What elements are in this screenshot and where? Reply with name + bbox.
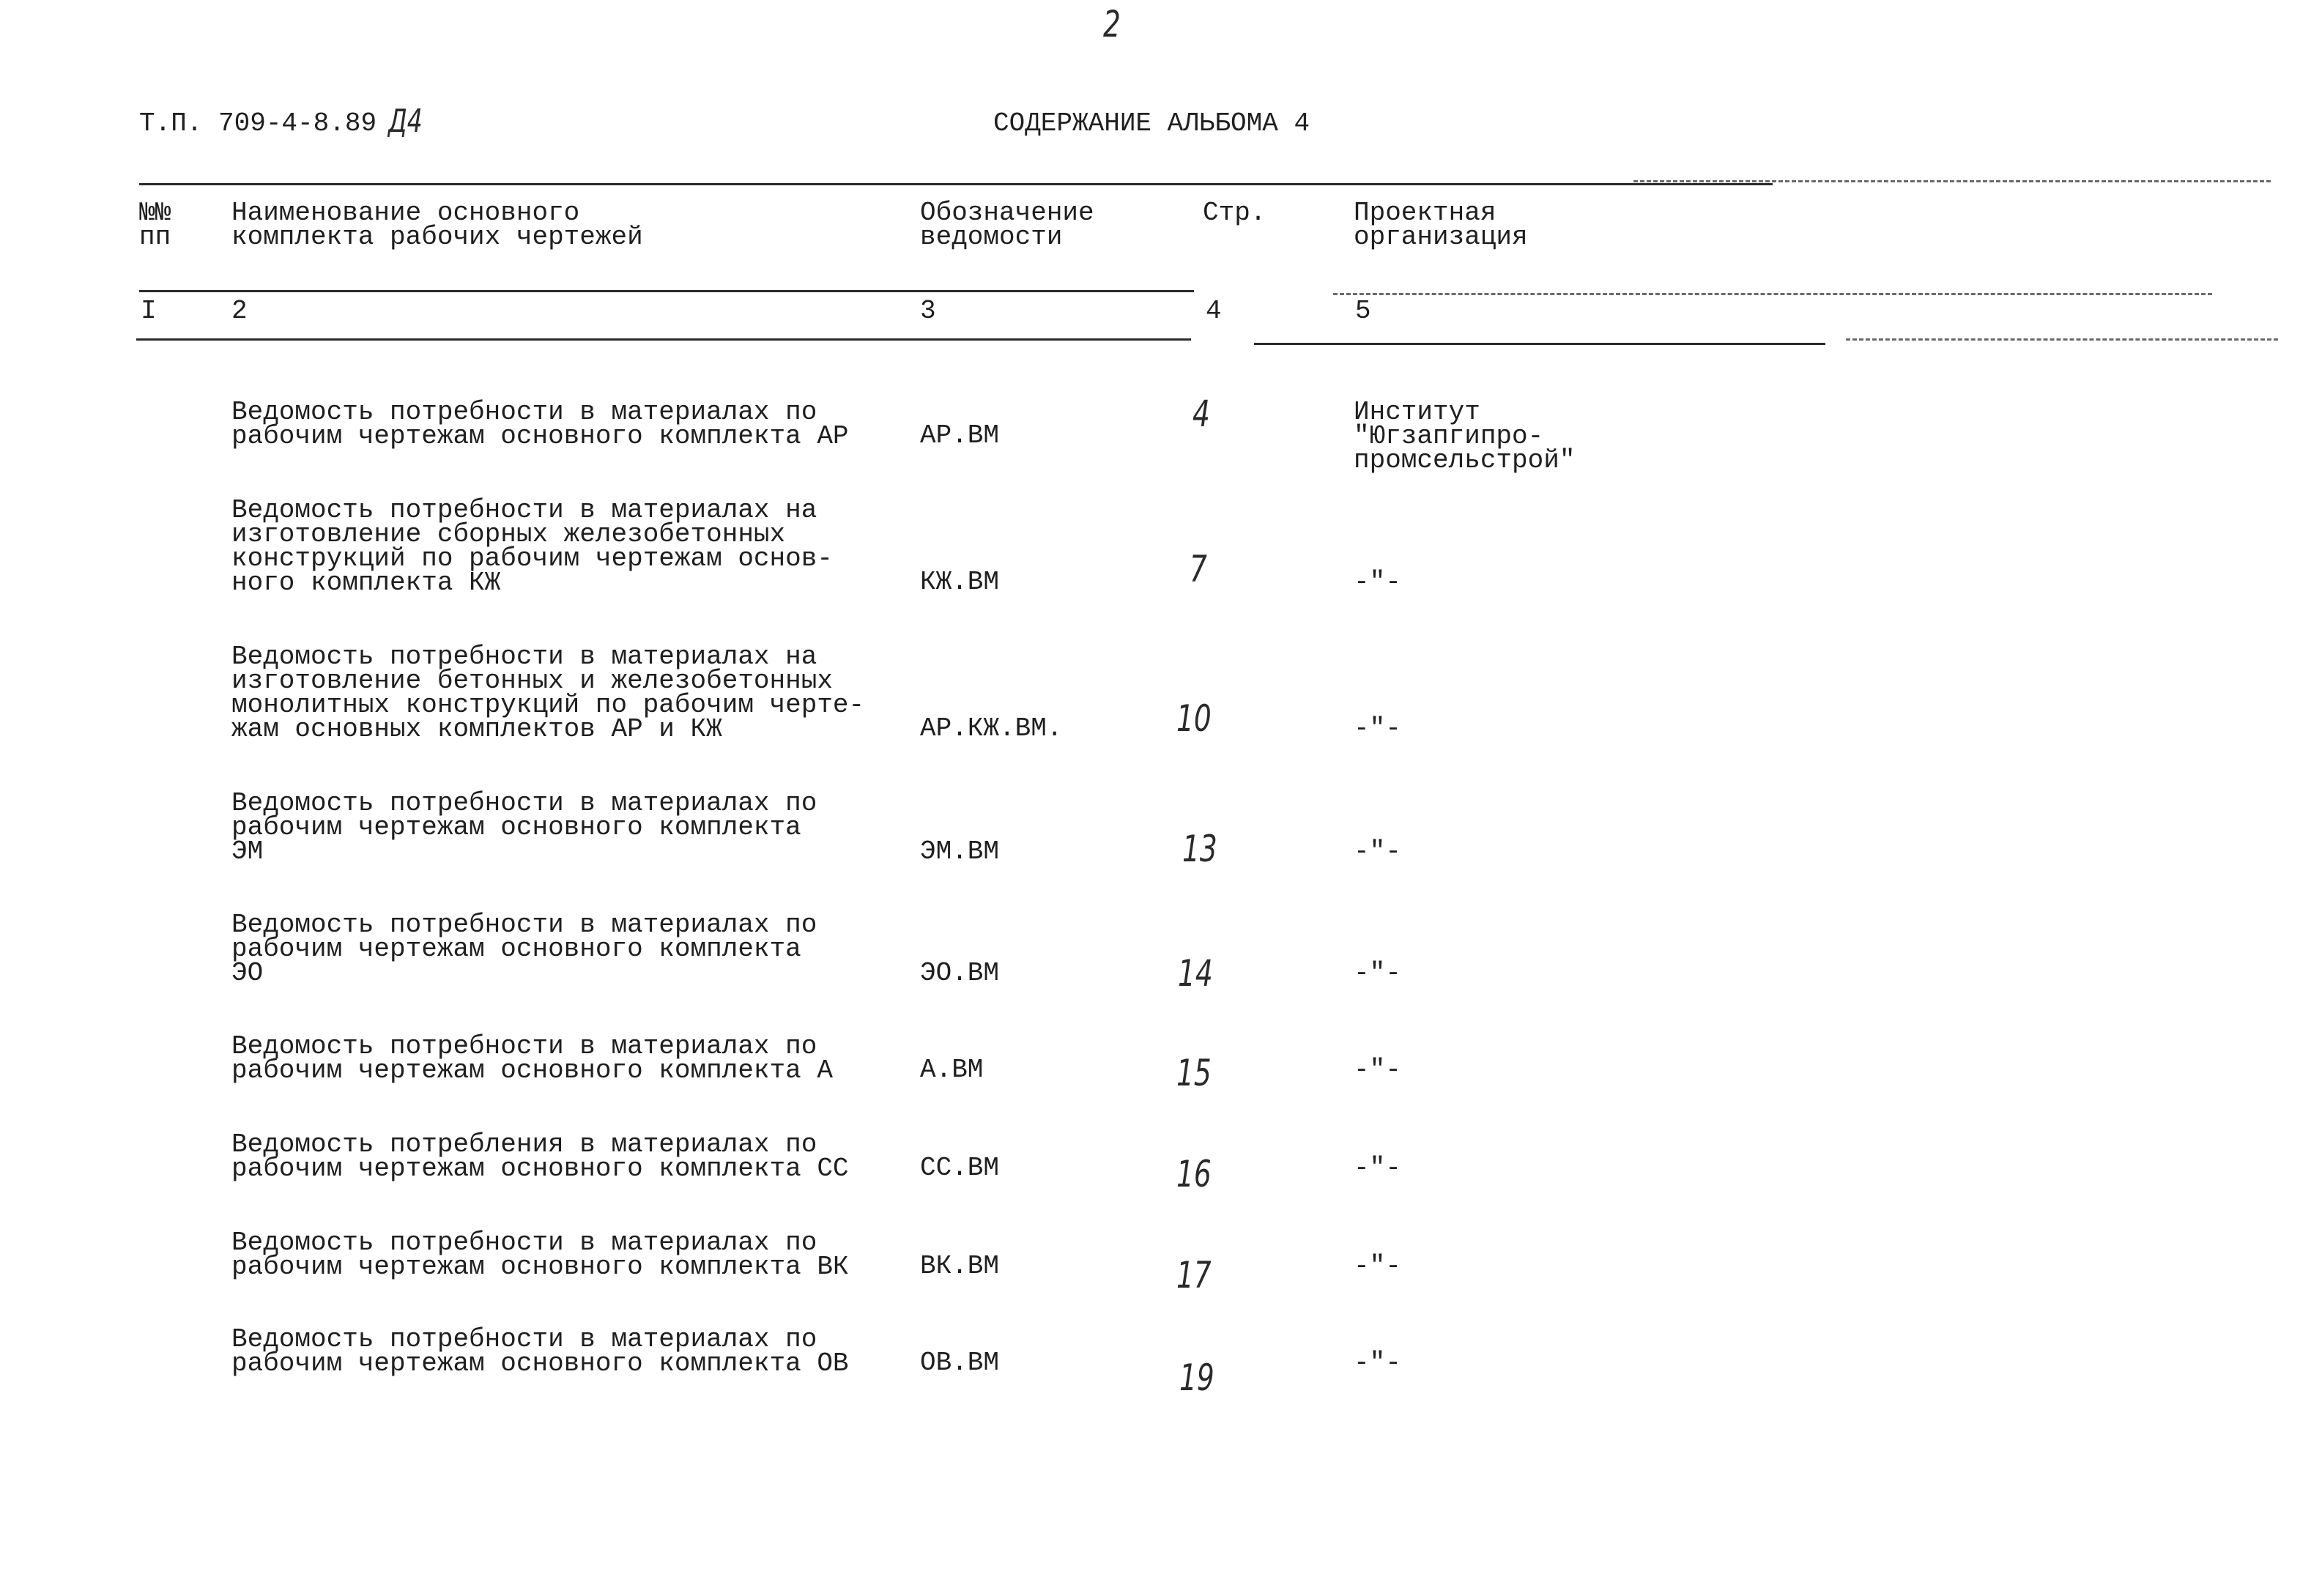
col-header-num: №№ пп	[139, 198, 171, 252]
numbers-rule	[136, 338, 1191, 341]
row-4-name: Ведомость потребности в материалах по рабочим чертежам основного комплекта ЭМ	[231, 788, 817, 866]
col-header-name: Наименование основного комплекта рабочих чертежей	[231, 198, 643, 252]
row-4-organization: -"-	[1354, 836, 1401, 866]
sheet-mark: Д4	[388, 103, 423, 140]
row-1-organization: Институт "Югзапгипро- промсельстрой"	[1354, 397, 1576, 475]
row-6-page: 15	[1176, 1052, 1212, 1094]
row-2-designation: КЖ.ВМ	[920, 567, 1000, 597]
top-rule-tail	[1633, 180, 2271, 182]
header-rule	[139, 290, 1194, 292]
page-number: 2	[1103, 3, 1121, 45]
row-3-page: 10	[1176, 697, 1212, 740]
row-3-name: Ведомость потребности в материалах на изготовление бетонных и железобетонных монолитных конструкций по рабочим черте- жам основных комплектов АР и КЖ	[231, 642, 865, 744]
header-rule-tail	[1333, 293, 2212, 295]
row-5-page: 14	[1178, 952, 1213, 995]
row-4-designation: ЭМ.ВМ	[920, 836, 1000, 866]
row-8-page: 17	[1176, 1254, 1212, 1296]
col-header-organization: Проектная организация	[1354, 198, 1528, 252]
row-8-designation: ВК.ВМ	[920, 1251, 1000, 1281]
row-7-organization: -"-	[1354, 1153, 1401, 1183]
row-7-page: 16	[1176, 1153, 1212, 1195]
row-5-organization: -"-	[1354, 958, 1401, 988]
row-7-designation: СС.ВМ	[920, 1153, 1000, 1183]
numbers-rule-tail	[1846, 338, 2278, 341]
col-header-designation: Обозначение ведомости	[920, 198, 1094, 252]
row-6-organization: -"-	[1354, 1055, 1401, 1085]
row-3-designation: АР.КЖ.ВМ.	[920, 713, 1063, 743]
row-5-name: Ведомость потребности в материалах по рабочим чертежам основного комплекта ЭО	[231, 910, 817, 988]
row-7-name: Ведомость потребления в материалах по рабочим чертежам основного комплекта СС	[231, 1129, 849, 1184]
row-6-designation: А.ВМ	[920, 1055, 984, 1085]
page-title: СОДЕРЖАНИЕ АЛЬБОМА 4	[993, 108, 1310, 138]
row-2-name: Ведомость потребности в материалах на изготовление сборных железобетонных конструкций по рабочим чертежам основ- ного комплекта КЖ	[231, 495, 833, 598]
numbers-rule-right	[1254, 343, 1825, 345]
document-code: Т.П. 709-4-8.89	[139, 108, 377, 138]
col-number-1: I	[141, 296, 157, 326]
row-2-page: 7	[1190, 548, 1207, 590]
row-9-name: Ведомость потребности в материалах по рабочим чертежам основного комплекта ОВ	[231, 1324, 849, 1378]
row-1-page: 4	[1192, 393, 1210, 435]
row-8-organization: -"-	[1354, 1251, 1401, 1281]
row-6-name: Ведомость потребности в материалах по рабочим чертежам основного комплекта А	[231, 1031, 833, 1085]
row-9-organization: -"-	[1354, 1348, 1401, 1378]
col-number-2: 2	[231, 296, 248, 326]
col-number-4: 4	[1206, 296, 1222, 326]
row-5-designation: ЭО.ВМ	[920, 958, 1000, 988]
row-1-name: Ведомость потребности в материалах по рабочим чертежам основного комплекта АР	[231, 397, 849, 451]
row-9-designation: ОВ.ВМ	[920, 1348, 1000, 1378]
col-number-3: 3	[920, 296, 936, 326]
row-8-name: Ведомость потребности в материалах по рабочим чертежам основного комплекта ВК	[231, 1228, 849, 1282]
row-3-organization: -"-	[1354, 713, 1401, 743]
col-header-page: Стр.	[1203, 198, 1266, 228]
row-9-page: 19	[1179, 1356, 1214, 1399]
top-rule	[139, 183, 1773, 185]
row-4-page: 13	[1182, 828, 1217, 870]
col-number-5: 5	[1355, 296, 1371, 326]
row-1-designation: АР.ВМ	[920, 420, 1000, 450]
row-2-organization: -"-	[1354, 567, 1401, 597]
